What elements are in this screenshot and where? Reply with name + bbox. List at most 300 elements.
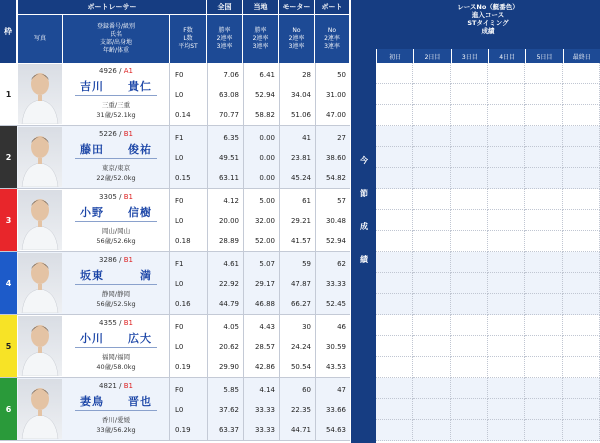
stats-label-f: F数 <box>183 27 193 34</box>
result-cell <box>376 126 413 147</box>
result-cell <box>451 84 488 105</box>
motor-stat-value: 29.21 <box>290 217 311 225</box>
result-cell <box>525 357 562 378</box>
registration: 4926 / A1 <box>99 67 133 75</box>
result-cell <box>413 126 450 147</box>
local-rate-value: 46.88 <box>254 300 275 308</box>
motor-stat-value: 23.81 <box>290 154 311 162</box>
racer-photo-icon <box>18 379 62 439</box>
series-results-grid <box>376 0 600 443</box>
frame-number: 3 <box>0 189 17 251</box>
result-cell <box>451 294 488 315</box>
result-cell <box>488 273 525 294</box>
racer-info-header <box>63 14 170 63</box>
racer-row <box>0 126 350 189</box>
racer-row <box>0 189 350 252</box>
no-label: 2連率 <box>324 35 340 42</box>
result-cell <box>413 168 450 189</box>
boat-stat-value: 57 <box>337 197 346 205</box>
result-cell <box>413 210 450 231</box>
results-header-line: 成績 <box>481 27 495 35</box>
stat-value: 0.15 <box>175 174 191 182</box>
racer-photo <box>18 127 62 187</box>
results-header-line: STタイミング <box>467 19 509 27</box>
racer-name-link[interactable]: 吉川 貴仁 <box>75 78 157 96</box>
stat-value: L0 <box>175 280 184 288</box>
national-rate-value: 20.62 <box>218 343 239 351</box>
result-cell <box>413 84 450 105</box>
boat-stat-value: 33.33 <box>325 280 346 288</box>
motor-stat-value: 41 <box>302 134 311 142</box>
stat-value: 0.18 <box>175 237 191 245</box>
result-cell <box>563 63 600 84</box>
day-header-row <box>376 49 600 63</box>
stats-label-l: L数 <box>183 35 193 42</box>
result-cell <box>376 189 413 210</box>
national-rate-value: 22.92 <box>218 280 239 288</box>
racer-row <box>0 63 350 126</box>
day-header: 2日目 <box>413 49 450 63</box>
frame-number: 4 <box>0 252 17 314</box>
racer-photo-icon <box>18 64 62 124</box>
result-cell <box>451 336 488 357</box>
boat-stat-value: 62 <box>337 260 346 268</box>
national-rate-value: 49.51 <box>218 154 239 162</box>
racer-photo-icon <box>18 253 62 313</box>
result-cell <box>376 105 413 126</box>
motor-header: モーター <box>279 0 315 14</box>
result-cell <box>488 336 525 357</box>
local-header: 当地 <box>243 0 279 14</box>
result-cell <box>563 147 600 168</box>
racer-branch: 香川/愛媛 <box>101 416 131 424</box>
local-rate-value: 4.43 <box>259 323 275 331</box>
result-cell <box>488 189 525 210</box>
boat-stat-value: 54.63 <box>325 426 346 434</box>
racer-info-label-2: 氏名 <box>109 31 122 38</box>
result-cell <box>563 378 600 399</box>
racer-branch: 岡山/岡山 <box>101 227 131 235</box>
rate-label: 勝率 <box>254 27 267 34</box>
result-cell <box>451 189 488 210</box>
racer-info <box>63 63 170 125</box>
motor-stat-value: 66.27 <box>290 300 311 308</box>
local-rate-header <box>243 14 279 63</box>
boat-stat-value: 43.53 <box>325 363 346 371</box>
local-rate-value: 32.00 <box>254 217 275 225</box>
motor-stat-value: 51.06 <box>290 111 311 119</box>
day-header: 初日 <box>376 49 413 63</box>
local-rate-value: 52.94 <box>254 91 275 99</box>
result-cell <box>525 126 562 147</box>
result-cell <box>525 210 562 231</box>
rate-label: 3連率 <box>216 43 233 50</box>
result-cell <box>525 231 562 252</box>
stat-value: L0 <box>175 406 184 414</box>
racer-name-link[interactable]: 藤田 俊祐 <box>75 141 157 159</box>
stat-value: F1 <box>175 260 184 268</box>
rate-label: 勝率 <box>218 27 231 34</box>
day-header: 4日目 <box>488 49 525 63</box>
local-rate-value: 6.41 <box>259 71 275 79</box>
result-cell <box>413 273 450 294</box>
result-cell <box>563 210 600 231</box>
boat-stat-value: 27 <box>337 134 346 142</box>
local-rate-value: 42.86 <box>254 363 275 371</box>
result-cell <box>525 336 562 357</box>
national-rate-value: 5.85 <box>223 386 239 394</box>
result-cell <box>488 84 525 105</box>
result-cell <box>376 168 413 189</box>
racer-branch: 三重/三重 <box>101 101 131 109</box>
result-cell <box>525 399 562 420</box>
national-rate-value: 4.12 <box>223 197 239 205</box>
result-cell <box>488 168 525 189</box>
result-cell <box>376 294 413 315</box>
national-rate-value: 20.00 <box>218 217 239 225</box>
result-cell <box>488 420 525 441</box>
local-rate-value: 0.00 <box>259 174 275 182</box>
result-cell <box>451 105 488 126</box>
result-cell <box>451 63 488 84</box>
result-cell <box>376 273 413 294</box>
boat-stat-value: 54.82 <box>325 174 346 182</box>
stat-value: F0 <box>175 71 184 79</box>
racer-info <box>63 126 170 188</box>
result-cell <box>525 63 562 84</box>
racer-branch: 福岡/福岡 <box>101 353 131 361</box>
racer-name-link[interactable]: 妻鳥 晋也 <box>75 393 157 411</box>
result-cell <box>563 357 600 378</box>
photo-header <box>18 14 63 63</box>
national-rate-value: 7.06 <box>223 71 239 79</box>
stat-value: F0 <box>175 323 184 331</box>
racer-info <box>63 189 170 251</box>
national-header: 全国 <box>207 0 243 14</box>
result-cell <box>376 315 413 336</box>
result-cell <box>525 420 562 441</box>
registration-number: 5226 <box>99 130 117 138</box>
result-cell <box>376 420 413 441</box>
racer-age-weight: 22歳/52.0kg <box>96 174 136 182</box>
result-cell <box>451 147 488 168</box>
result-cell <box>488 252 525 273</box>
result-cell <box>376 63 413 84</box>
result-cell <box>413 63 450 84</box>
no-label: 2連率 <box>288 35 305 42</box>
registration: 5226 / B1 <box>99 130 133 138</box>
racer-info <box>63 315 170 377</box>
racer-photo <box>18 379 62 439</box>
result-cell <box>563 336 600 357</box>
photo-header-label: 写真 <box>33 35 46 42</box>
result-cell <box>525 378 562 399</box>
result-cell <box>376 252 413 273</box>
result-cell <box>376 147 413 168</box>
result-cell <box>525 189 562 210</box>
racer-photo <box>18 253 62 313</box>
registration: 3286 / B1 <box>99 256 133 264</box>
frame-number: 1 <box>0 63 17 125</box>
frame-number: 2 <box>0 126 17 188</box>
mid-char: 節 <box>360 189 368 198</box>
results-cells <box>376 63 600 443</box>
local-rate-value: 5.07 <box>259 260 275 268</box>
stat-value: L0 <box>175 91 184 99</box>
no-label: No <box>327 27 337 34</box>
motor-stat-value: 60 <box>302 386 311 394</box>
registration: 3305 / B1 <box>99 193 133 201</box>
boat-stat-value: 52.45 <box>325 300 346 308</box>
mid-char: 成 <box>360 222 368 231</box>
result-cell <box>488 399 525 420</box>
local-rate-value: 29.17 <box>254 280 275 288</box>
registration: 4821 / B1 <box>99 382 133 390</box>
local-rate-value: 4.14 <box>259 386 275 394</box>
stat-value: 0.19 <box>175 426 191 434</box>
result-cell <box>488 315 525 336</box>
result-cell <box>488 378 525 399</box>
frame-header: 枠 <box>0 0 17 63</box>
registration-number: 4355 <box>99 319 117 327</box>
racer-name-link[interactable]: 坂東 満 <box>75 267 157 285</box>
result-cell <box>525 84 562 105</box>
stat-value: L0 <box>175 154 184 162</box>
racer-row <box>0 378 350 441</box>
result-cell <box>488 63 525 84</box>
result-cell <box>525 315 562 336</box>
result-cell <box>451 273 488 294</box>
result-cell <box>563 84 600 105</box>
result-cell <box>563 420 600 441</box>
result-cell <box>413 147 450 168</box>
result-cell <box>413 336 450 357</box>
racer-photo-icon <box>18 316 62 376</box>
motor-rate-header <box>279 14 315 63</box>
racer-class: B1 <box>123 256 133 264</box>
result-cell <box>376 84 413 105</box>
result-cell <box>563 273 600 294</box>
result-cell <box>413 357 450 378</box>
local-rate-value: 33.33 <box>254 406 275 414</box>
result-cell <box>563 105 600 126</box>
result-cell <box>413 189 450 210</box>
motor-stat-value: 61 <box>302 197 311 205</box>
racer-info <box>63 252 170 314</box>
motor-stat-value: 45.24 <box>290 174 311 182</box>
registration-number: 4926 <box>99 67 117 75</box>
racer-class: B1 <box>123 193 133 201</box>
rate-label: 2連率 <box>216 35 233 42</box>
national-rate-header <box>207 14 243 63</box>
motor-stat-value: 44.71 <box>290 426 311 434</box>
result-cell <box>413 420 450 441</box>
racer-photo <box>18 316 62 376</box>
local-rate-value: 0.00 <box>259 154 275 162</box>
motor-stat-value: 50.54 <box>290 363 311 371</box>
result-cell <box>376 378 413 399</box>
national-rate-value: 63.11 <box>218 174 239 182</box>
racer-photo-icon <box>18 190 62 250</box>
local-rate-value: 0.00 <box>259 134 275 142</box>
registration: 4355 / B1 <box>99 319 133 327</box>
racer-age-weight: 31歳/52.1kg <box>96 111 136 119</box>
national-rate-value: 4.61 <box>223 260 239 268</box>
racer-info <box>63 378 170 440</box>
result-cell <box>563 294 600 315</box>
local-rate-value: 33.33 <box>254 426 275 434</box>
racer-class: B1 <box>123 319 133 327</box>
result-cell <box>413 315 450 336</box>
result-cell <box>451 252 488 273</box>
result-cell <box>563 189 600 210</box>
stat-value: 0.16 <box>175 300 191 308</box>
result-cell <box>413 294 450 315</box>
result-cell <box>525 105 562 126</box>
result-cell <box>376 399 413 420</box>
racer-branch: 東京/東京 <box>101 164 131 172</box>
result-cell <box>488 105 525 126</box>
registration-number: 3305 <box>99 193 117 201</box>
result-cell <box>451 231 488 252</box>
boat-stat-value: 46 <box>337 323 346 331</box>
result-cell <box>488 294 525 315</box>
racer-photo <box>18 64 62 124</box>
registration-number: 3286 <box>99 256 117 264</box>
day-header: 最終日 <box>563 49 600 63</box>
motor-stat-value: 22.35 <box>290 406 311 414</box>
racer-name-link[interactable]: 小野 信樹 <box>75 204 157 222</box>
stat-value: L0 <box>175 217 184 225</box>
racer-photo <box>18 190 62 250</box>
current-series-results-label <box>350 0 376 443</box>
result-cell <box>563 126 600 147</box>
registration-number: 4821 <box>99 382 117 390</box>
racer-age-weight: 56歳/52.5kg <box>96 300 136 308</box>
no-label: 3連率 <box>324 43 340 50</box>
racer-photo-icon <box>18 127 62 187</box>
racer-class: B1 <box>123 382 133 390</box>
no-label: 3連率 <box>288 43 305 50</box>
national-rate-value: 70.77 <box>218 111 239 119</box>
national-rate-value: 28.89 <box>218 237 239 245</box>
result-cell <box>563 231 600 252</box>
boat-stat-value: 47.00 <box>325 111 346 119</box>
result-cell <box>451 210 488 231</box>
result-cell <box>413 399 450 420</box>
result-cell <box>451 357 488 378</box>
motor-stat-value: 41.57 <box>290 237 311 245</box>
mid-char: 績 <box>360 255 368 264</box>
stats-label-st: 平均ST <box>178 43 198 50</box>
motor-stat-value: 47.87 <box>290 280 311 288</box>
no-label: No <box>292 27 301 34</box>
boat-stat-value: 30.59 <box>325 343 346 351</box>
racer-name-link[interactable]: 小川 広大 <box>75 330 157 348</box>
motor-stat-value: 28 <box>302 71 311 79</box>
result-cell <box>376 210 413 231</box>
local-rate-value: 28.57 <box>254 343 275 351</box>
national-rate-value: 6.35 <box>223 134 239 142</box>
racer-info-label-1: 登録番号/級別 <box>96 23 136 30</box>
stat-value: F1 <box>175 134 184 142</box>
result-cell <box>376 357 413 378</box>
racer-class: A1 <box>123 67 133 75</box>
result-cell <box>451 126 488 147</box>
national-rate-value: 63.08 <box>218 91 239 99</box>
result-cell <box>563 315 600 336</box>
racer-info-label-3: 支部/出身地 <box>99 39 133 46</box>
boat-stat-value: 47 <box>337 386 346 394</box>
boat-stat-value: 31.00 <box>325 91 346 99</box>
boat-rate-header <box>315 14 350 63</box>
local-rate-value: 58.82 <box>254 111 275 119</box>
motor-stat-value: 24.24 <box>290 343 311 351</box>
result-cell <box>563 168 600 189</box>
day-header: 3日目 <box>451 49 488 63</box>
national-rate-value: 63.37 <box>218 426 239 434</box>
result-cell <box>525 273 562 294</box>
boat-header: ボート <box>315 0 350 14</box>
motor-stat-value: 59 <box>302 260 311 268</box>
motor-stat-value: 30 <box>302 323 311 331</box>
local-rate-value: 52.00 <box>254 237 275 245</box>
national-rate-value: 37.62 <box>218 406 239 414</box>
result-cell <box>451 420 488 441</box>
boat-stat-value: 30.48 <box>325 217 346 225</box>
result-cell <box>413 252 450 273</box>
result-cell <box>525 147 562 168</box>
frame-number: 5 <box>0 315 17 377</box>
frame-number: 6 <box>0 378 17 440</box>
result-cell <box>488 357 525 378</box>
stat-value: L0 <box>175 343 184 351</box>
mid-char: 今 <box>360 156 368 165</box>
result-cell <box>525 252 562 273</box>
racer-info-label-4: 年齢/体重 <box>102 47 130 54</box>
results-header <box>376 0 600 49</box>
result-cell <box>451 168 488 189</box>
rate-label: 2連率 <box>252 35 269 42</box>
result-cell <box>525 168 562 189</box>
stat-value: 0.19 <box>175 363 191 371</box>
local-rate-value: 5.00 <box>259 197 275 205</box>
stat-value: F0 <box>175 197 184 205</box>
motor-stat-value: 34.04 <box>290 91 311 99</box>
national-rate-value: 29.90 <box>218 363 239 371</box>
results-header-line: レースNo（艇番色） <box>457 3 519 11</box>
result-cell <box>488 147 525 168</box>
result-cell <box>413 231 450 252</box>
rate-label: 3連率 <box>252 43 269 50</box>
racer-age-weight: 33歳/56.2kg <box>96 426 136 434</box>
result-cell <box>488 231 525 252</box>
result-cell <box>413 105 450 126</box>
racer-row <box>0 252 350 315</box>
results-header-line: 進入コース <box>471 11 505 19</box>
racer-age-weight: 56歳/52.6kg <box>96 237 136 245</box>
racer-row <box>0 315 350 378</box>
stat-value: F0 <box>175 386 184 394</box>
result-cell <box>563 252 600 273</box>
racer-age-weight: 40歳/58.0kg <box>96 363 136 371</box>
result-cell <box>525 294 562 315</box>
boat-stat-value: 38.60 <box>325 154 346 162</box>
result-cell <box>451 315 488 336</box>
national-rate-value: 44.79 <box>218 300 239 308</box>
racer-class: B1 <box>123 130 133 138</box>
result-cell <box>488 126 525 147</box>
